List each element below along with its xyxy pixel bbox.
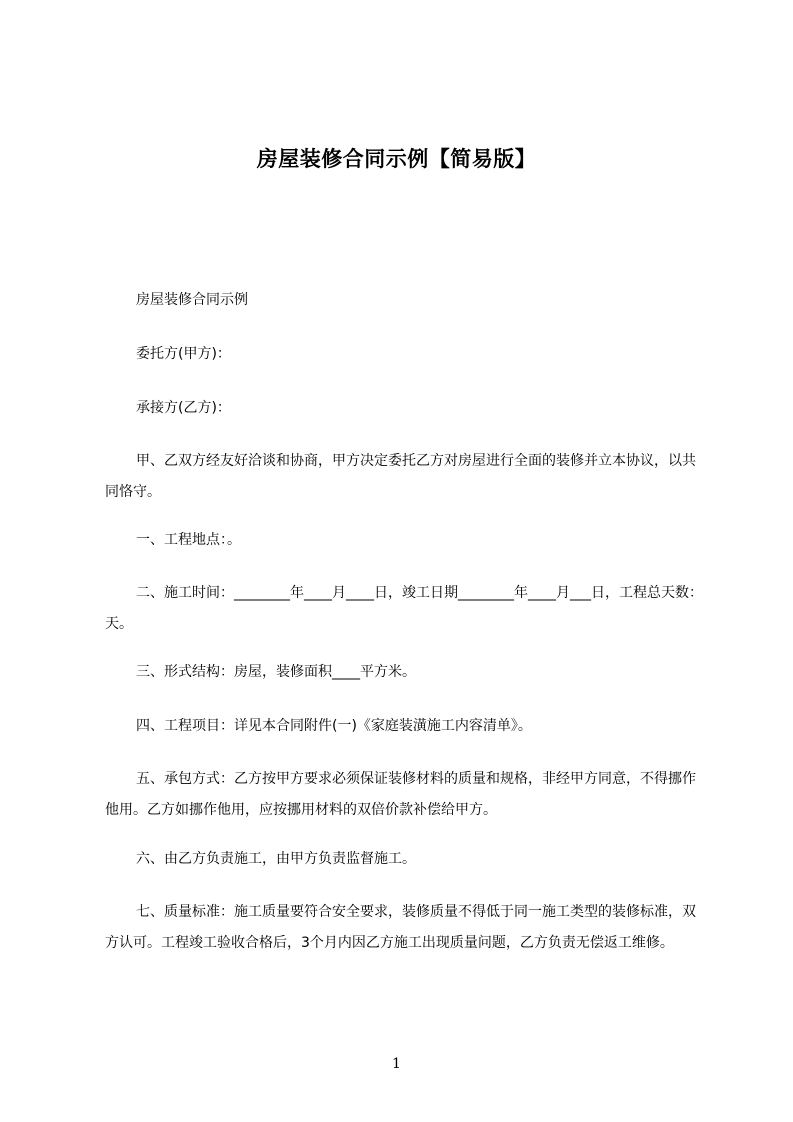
paragraph-clause-7: 七、质量标准：施工质量要符合安全要求，装修质量不得低于同一施工类型的装修标准，双方认可。工程竣工验收合格后，3个月内因乙方施工出现质量问题，乙方负责无偿返工维修。 <box>105 904 696 951</box>
paragraph-clause-2: 二、施工时间：________年____月____日，竣工日期________年____月___日，工程总天数：天。 <box>105 585 703 632</box>
paragraph-clause-1: 一、工程地点：。 <box>136 532 241 548</box>
paragraph-clause-4: 四、工程项目：详见本合同附件(一)《家庭装潢施工内容清单》。 <box>136 718 532 734</box>
paragraph-preamble: 甲、乙双方经友好洽谈和协商，甲方决定委托乙方对房屋进行全面的装修并立本协议，以共同恪守。 <box>105 453 696 500</box>
page-number: 1 <box>392 1056 401 1072</box>
paragraph-clause-3: 三、形式结构：房屋，装修面积____平方米。 <box>136 664 416 680</box>
paragraph-contract-heading: 房屋装修合同示例 <box>136 292 248 308</box>
document-title: 房屋装修合同示例【简易版】 <box>256 147 537 171</box>
paragraph-clause-6: 六、由乙方负责施工，由甲方负责监督施工。 <box>136 851 416 867</box>
paragraph-clause-5: 五、承包方式：乙方按甲方要求必须保证装修材料的质量和规格，非经甲方同意，不得挪作他用。乙方如挪作他用，应按挪用材料的双倍价款补偿给甲方。 <box>105 771 696 818</box>
paragraph-party-a: 委托方(甲方)： <box>136 346 231 362</box>
paragraph-party-b: 承接方(乙方)： <box>136 400 231 416</box>
